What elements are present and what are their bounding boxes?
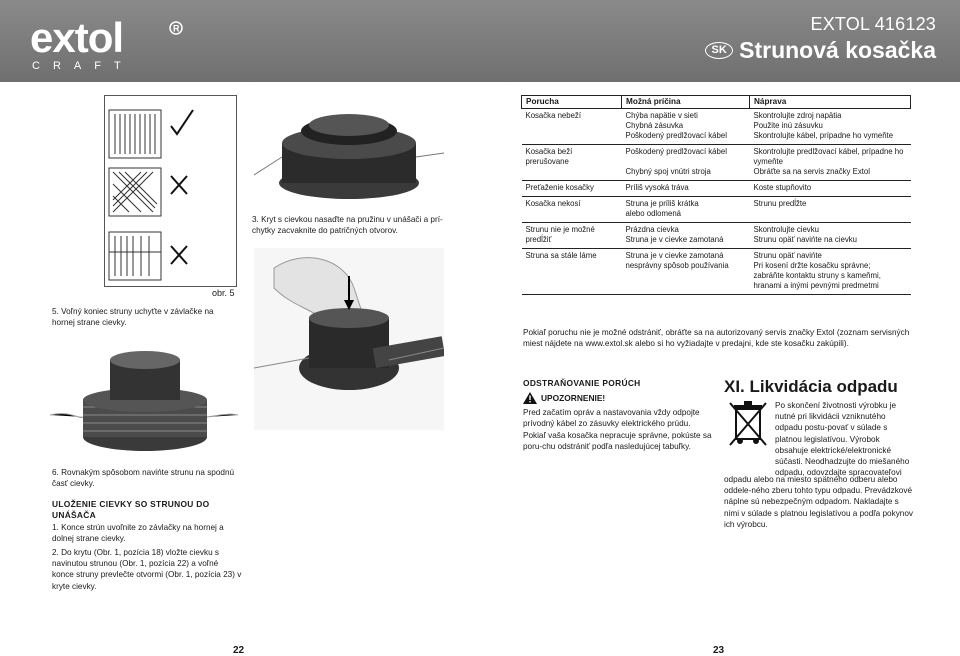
step-3-text: 3. Kryt s cievkou nasaďte na pružinu v unášači a prí-chytky zacvaknite do patričných otvorov. xyxy=(252,215,443,236)
cause-cell: Struna je príliš krátka alebo odlomená xyxy=(622,197,750,223)
item-1-text: 1. Konce strún uvoľnite zo závlačky na hornej a dolnej strane cievky. xyxy=(52,523,224,544)
spool-cover-illustration xyxy=(254,95,444,208)
col-header-fault: Porucha xyxy=(522,96,622,109)
product-title: Strunová kosačka xyxy=(739,37,936,63)
troubleshoot-instructions: Pokiaľ vaša kosačka nepracuje správne, pokúste sa poru-chu odstrániť podľa nasledujúcej tabuľky. xyxy=(523,430,712,451)
fault-cell: Strunu nie je možné predĺžiť xyxy=(522,223,622,249)
fault-cell: Kosačka beží prerušovane xyxy=(522,145,622,181)
cross-icon xyxy=(171,246,187,264)
header-right xyxy=(705,14,936,64)
table-row xyxy=(522,197,911,223)
cause-cell: Príliš vysoká tráva xyxy=(622,181,750,197)
svg-text:extol: extol xyxy=(30,14,124,61)
remedy-cell: Skontrolujte zdroj napätia Použite inú zásuvku Skontrolujte kábel, prípadne ho vymeňte xyxy=(750,109,911,145)
warning-icon xyxy=(523,392,537,404)
step-6-text: 6. Rovnakým spôsobom navińte strunu na spodnú časť cievky. xyxy=(52,468,235,489)
table-row xyxy=(522,223,911,249)
remedy-cell: Strunu predĺžte xyxy=(750,197,911,223)
remedy-cell: Strunu opäť navińte Pri kosení držte kosačku správne; zabráňte kontaktu struny s kameňmi, hranami a inými pevnými predmetmi xyxy=(750,249,911,295)
warning-label: UPOZORNENIE! xyxy=(541,392,606,403)
figure-spool-insert xyxy=(254,248,444,430)
table-header-row xyxy=(522,96,911,109)
disposal-heading: XI. Likvidácia odpadu xyxy=(724,377,898,396)
table-row xyxy=(522,109,911,145)
page-number-left: 22 xyxy=(233,645,245,656)
page-header xyxy=(0,0,960,82)
troubleshoot-section xyxy=(523,378,713,452)
language-badge: SK xyxy=(705,42,733,59)
step-5-text: 5. Voľný koniec struny uchyťte v závlačke na hornej strane cievky. xyxy=(52,307,214,328)
item-2-text: 2. Do krytu (Obr. 1, pozícia 18) vložte cievku s navinutou strunou (Obr. 1, pozícia 22) a voľné konce struny prevlečte otvormi (Obr. 1, pozícia 23) v kryte cievky. xyxy=(52,548,242,591)
remedy-cell: Skontrolujte cievku Strunu opäť navińte na cievku xyxy=(750,223,911,249)
troubleshooting-table xyxy=(521,95,911,295)
cause-cell: Poškodený predlžovací kábel Chybný spoj vnútri stroja xyxy=(622,145,750,181)
spool-winding-illustration xyxy=(105,96,237,287)
figure-spool-bottom xyxy=(50,345,238,460)
svg-text:CRAFT: CRAFT xyxy=(32,60,134,72)
troubleshoot-title: ODSTRAŇOVANIE PORÚCH xyxy=(523,378,641,388)
spool-bottom-illustration xyxy=(50,345,238,460)
cause-cell: Prázdna cievka Struna je v cievke zamotaná xyxy=(622,223,750,249)
model-number: EXTOL 416123 xyxy=(810,14,936,34)
disposal-text-full: odpadu alebo na miesto spätného odberu alebo oddele-ného zberu tohto typu odpadu. Prevádzkové náplne sú nebezpečným odpadom. Nakladajte s nimi v súlade s platnou legislatívou a podľa pokynov ich výrobcu. xyxy=(724,475,913,529)
fault-cell: Kosačka nekosí xyxy=(522,197,622,223)
service-note: Pokiaľ poruchu nie je možné odstrániť, obráťte sa na autorizovaný servis značky Extol (zoznam servisných miest nájdete na www.extol.sk alebo si ho vyžiadajte v predajni, kde ste kosačku zakúpili). xyxy=(523,328,910,348)
spool-insert-illustration xyxy=(254,248,444,430)
cross-icon xyxy=(171,176,187,194)
figure-spool-winding xyxy=(104,95,237,287)
fault-cell: Struna sa stále láme xyxy=(522,249,622,295)
table-row xyxy=(522,181,911,197)
figure-label: obr. 5 xyxy=(212,288,235,298)
cause-cell: Struna je v cievke zamotaná nesprávny spôsob používania xyxy=(622,249,750,295)
col-header-remedy: Náprava xyxy=(750,96,911,109)
warning-row xyxy=(523,392,713,404)
section-title-spool: ULOŽENIE CIEVKY SO STRUNOU DO UNÁŠAČA xyxy=(52,499,210,521)
table-row xyxy=(522,145,911,181)
figure-spool-cover xyxy=(254,95,444,208)
check-icon xyxy=(171,110,193,134)
warning-text: Pred začatím opráv a nastavovania vždy odpojte prívodný kábel zo zásuvky elektrického prúdu. xyxy=(523,408,700,429)
table-row xyxy=(522,249,911,295)
fault-cell: Kosačka nebeží xyxy=(522,109,622,145)
cause-cell: Chýba napätie v sieti Chybná zásuvka Poškodený predlžovací kábel xyxy=(622,109,750,145)
fault-cell: Preťaženie kosačky xyxy=(522,181,622,197)
weee-bin-icon xyxy=(726,399,770,449)
extol-craft-logo xyxy=(30,14,190,74)
svg-text:R: R xyxy=(173,23,180,34)
page-number-right: 23 xyxy=(713,645,725,656)
remedy-cell: Koste stupňovito xyxy=(750,181,911,197)
remedy-cell: Skontrolujte predlžovací kábel, prípadne ho vymeňte Obráťte sa na servis značky Extol xyxy=(750,145,911,181)
disposal-text-wrapped: Po skončení životnosti výrobku je nutné pri likvidácii vzniknutého odpadu postu-povať v súlade s platnou legislatívou. Výrobok obsahuje elektrické/elektronické súčasti. Neodhadzujte do miešaného odpadu, odovzdajte spracovateľovi xyxy=(775,401,910,478)
col-header-cause: Možná príčina xyxy=(622,96,750,109)
